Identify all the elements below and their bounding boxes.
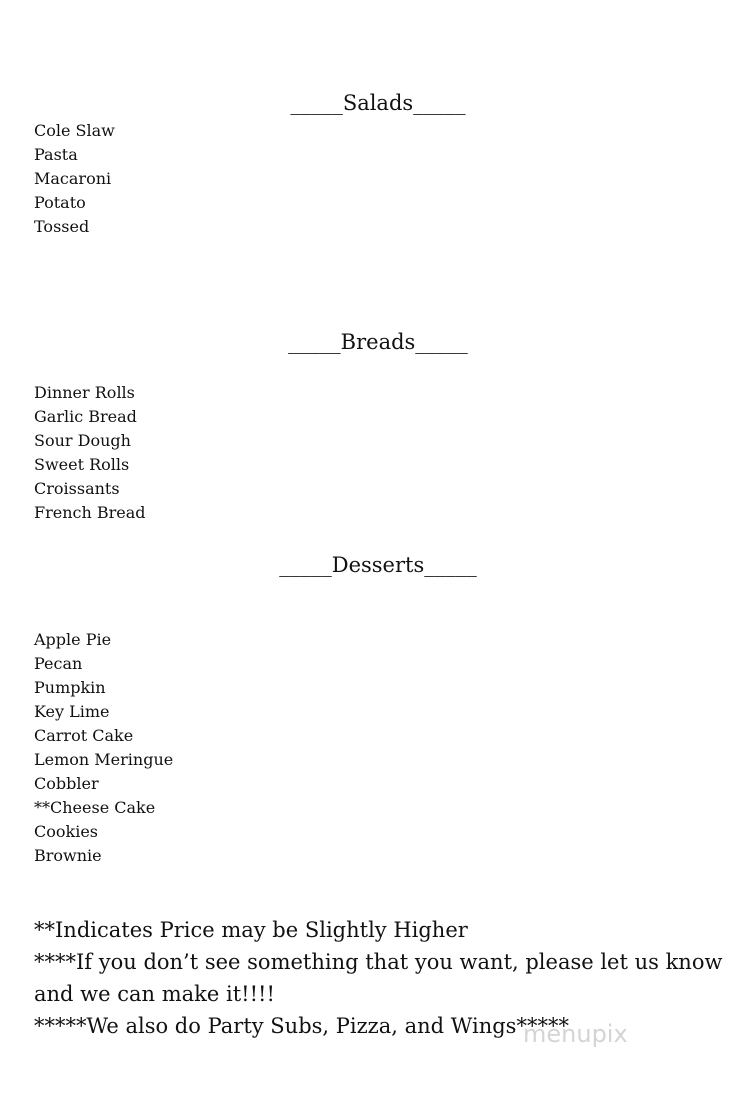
desserts-heading: _____Desserts_____ (279, 553, 477, 577)
list-item: Garlic Bread (34, 407, 137, 426)
list-item: Lemon Meringue (34, 750, 174, 769)
price-note: **Indicates Price may be Slightly Higher (34, 918, 468, 942)
list-item: Pasta (34, 145, 78, 164)
list-item: **Cheese Cake (34, 798, 156, 817)
list-item: Key Lime (34, 702, 110, 721)
list-item: Brownie (34, 846, 102, 865)
breads-heading: _____Breads_____ (288, 330, 468, 354)
list-item: Potato (34, 193, 86, 212)
list-item: Pumpkin (34, 678, 106, 697)
breads-list (34, 381, 146, 525)
list-item: Macaroni (34, 169, 112, 188)
list-item: Dinner Rolls (34, 383, 135, 402)
list-item: Cookies (34, 822, 98, 841)
desserts-list (34, 628, 173, 868)
list-item: Cole Slaw (34, 121, 115, 140)
list-item: Tossed (34, 217, 90, 236)
list-item: Sour Dough (34, 431, 131, 450)
party-note: *****We also do Party Subs, Pizza, and Wings***** (34, 1014, 569, 1038)
list-item: Carrot Cake (34, 726, 134, 745)
salads-list (34, 119, 115, 239)
salads-heading: _____Salads_____ (290, 91, 466, 115)
menupix-watermark: menupix (523, 1020, 628, 1048)
list-item: Sweet Rolls (34, 455, 130, 474)
list-item: Pecan (34, 654, 83, 673)
list-item: Cobbler (34, 774, 99, 793)
list-item: Apple Pie (34, 630, 112, 649)
list-item: French Bread (34, 503, 146, 522)
footer-notes (34, 914, 734, 1042)
request-note: ****If you don’t see something that you want, please let us know and we can make it!!!! (34, 950, 723, 1006)
list-item: Croissants (34, 479, 120, 498)
